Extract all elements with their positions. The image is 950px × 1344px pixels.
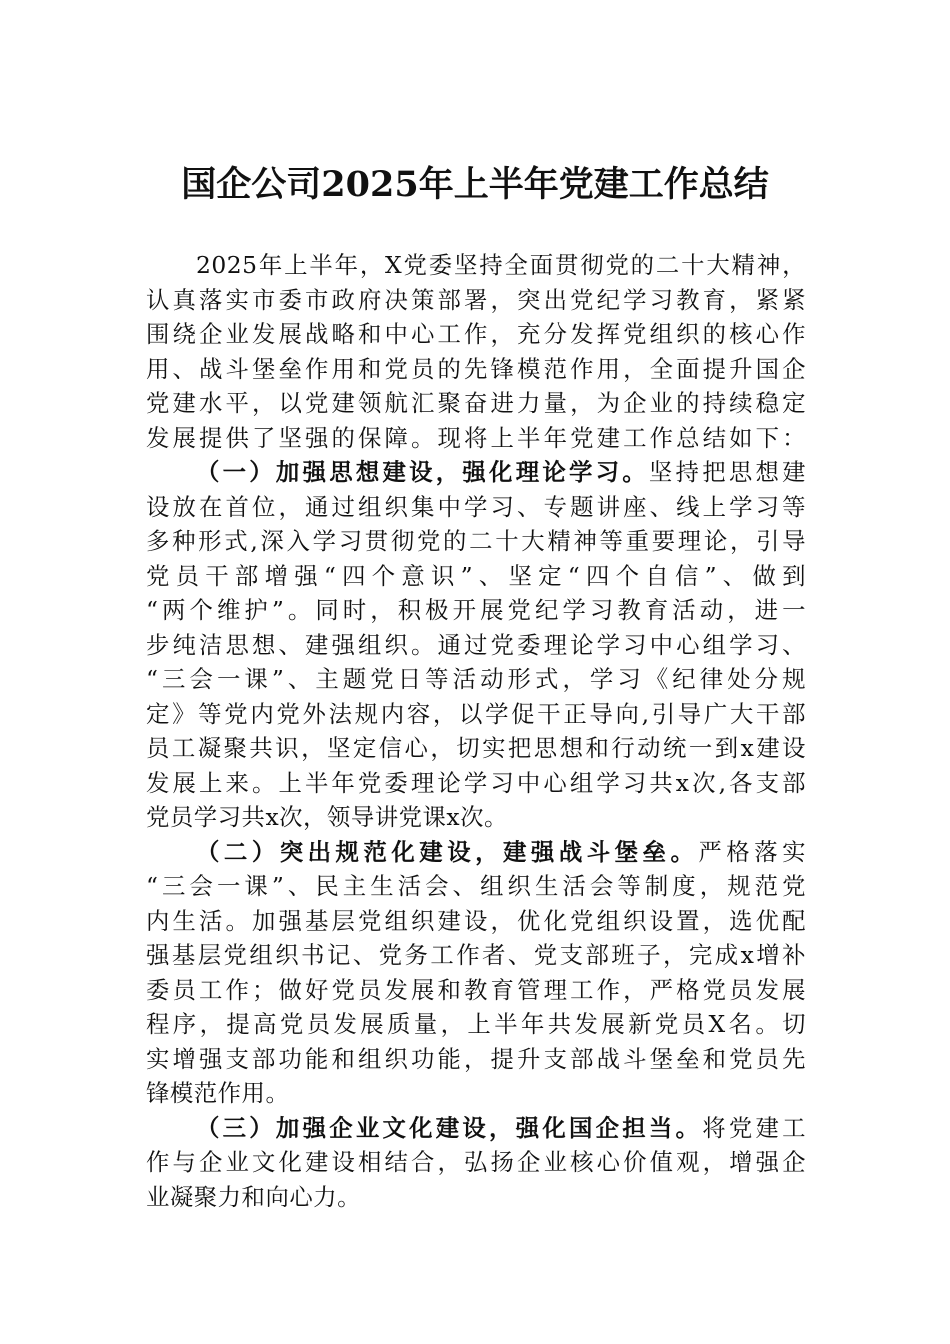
text-line: 强基层党组织书记、党务工作者、党支部班子，完成x增补 xyxy=(146,941,806,969)
text-line xyxy=(146,835,806,870)
text-line: 认真落实市委市政府决策部署，突出党纪学习教育，紧紧 xyxy=(146,285,806,314)
text-line xyxy=(146,455,806,490)
document-body xyxy=(146,248,806,1214)
text-line: 党员干部增强“四个意识”、坚定“四个自信”、做到 xyxy=(146,561,806,590)
text-line: 员工凝聚共识，坚定信心，切实把思想和行动统一到x建设 xyxy=(146,734,806,762)
section-heading-1: （一）加强思想建设，强化理论学习。 xyxy=(196,458,649,486)
text-line: 用、战斗堡垒作用和党员的先锋模范作用，全面提升国企 xyxy=(146,354,806,383)
text-line: 锋模范作用。 xyxy=(146,1079,290,1107)
text-line: 委员工作；做好党员发展和教育管理工作，严格党员发展 xyxy=(146,975,806,1004)
text-line: 作与企业文化建设相结合，弘扬企业核心价值观，增强企 xyxy=(146,1148,806,1176)
intro-paragraph xyxy=(146,248,806,455)
text-line: 党建水平，以党建领航汇聚奋进力量，为企业的持续稳定 xyxy=(146,389,806,417)
document-title: 国企公司2025年上半年党建工作总结 xyxy=(181,164,769,205)
text-line: 2025年上半年，X党委坚持全面贯彻党的二十大精神， xyxy=(196,251,806,279)
text-line: 围绕企业发展战略和中心工作，充分发挥党组织的核心作 xyxy=(146,320,806,348)
text-line: “两个维护”。同时，积极开展党纪学习教育活动，进一 xyxy=(146,596,806,624)
section-paragraph-3 xyxy=(146,1111,806,1215)
text-line: 发展提供了坚强的保障。现将上半年党建工作总结如下： xyxy=(146,423,806,452)
section-heading-2: （二）突出规范化建设，建强战斗堡垒。 xyxy=(196,837,699,866)
text-fragment: 坚持把思想建 xyxy=(648,458,807,486)
text-line: 定》等党内党外法规内容，以学促干正导向,引导广大干部 xyxy=(146,699,806,728)
text-line: 内生活。加强基层党组织建设，优化党组织设置，选优配 xyxy=(146,906,806,935)
text-line: “三会一课”、主题党日等活动形式，学习《纪律处分规 xyxy=(146,665,806,693)
text-line: 党员学习共x次，领导讲党课x次。 xyxy=(146,803,508,831)
text-line: “三会一课”、民主生活会、组织生活会等制度，规范党 xyxy=(146,872,806,900)
section-paragraph-2 xyxy=(146,835,806,1111)
text-line: 发展上来。上半年党委理论学习中心组学习共x次,各支部 xyxy=(146,768,806,797)
text-line: 多种形式,深入学习贯彻党的二十大精神等重要理论，引导 xyxy=(146,527,806,555)
text-line: 设放在首位，通过组织集中学习、专题讲座、线上学习等 xyxy=(146,492,806,521)
text-fragment: 严格落实 xyxy=(698,837,807,866)
text-line: 程序，提高党员发展质量，上半年共发展新党员X名。切 xyxy=(146,1010,806,1038)
section-heading-3: （三）加强企业文化建设，强化国企担当。 xyxy=(196,1113,703,1142)
section-paragraph-1 xyxy=(146,455,806,835)
text-line xyxy=(146,1111,806,1146)
text-fragment: 将党建工 xyxy=(702,1113,807,1142)
text-line: 实增强支部功能和组织功能，提升支部战斗堡垒和党员先 xyxy=(146,1044,806,1073)
text-line: 步纯洁思想、建强组织。通过党委理论学习中心组学习、 xyxy=(146,630,806,659)
text-line: 业凝聚力和向心力。 xyxy=(146,1182,362,1211)
